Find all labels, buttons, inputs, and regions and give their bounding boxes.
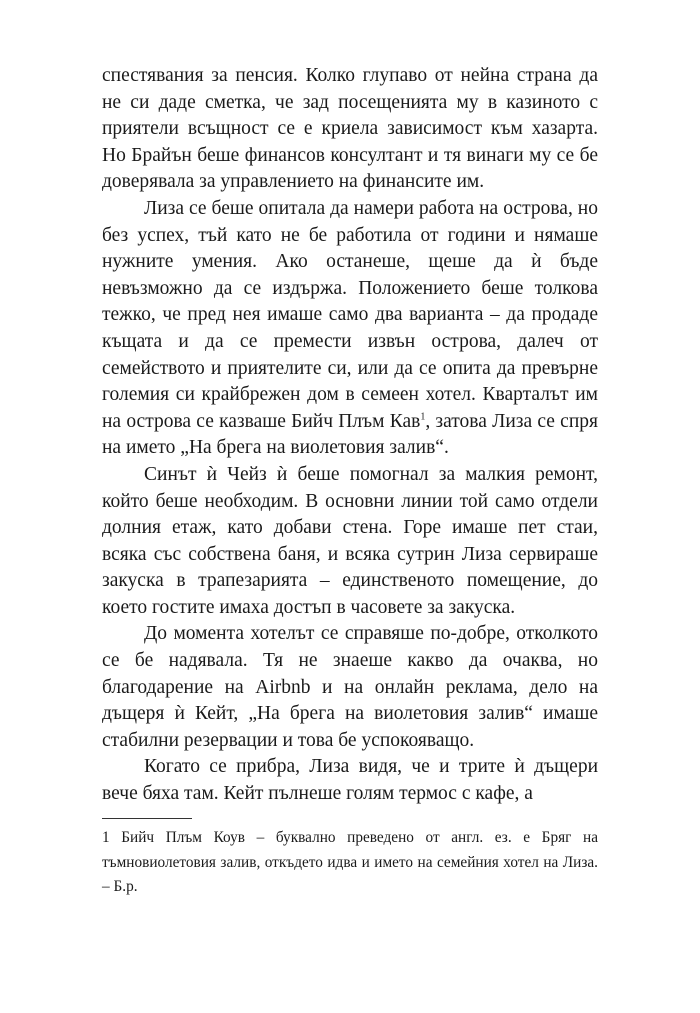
paragraph-text: спестявания за пенсия. Колко глупаво от нейна страна да не си даде сметка, че зад посещенията му в казиното с приятели всъщност се е криела зависимост към хазарта. Но Брайън беше финансов консултант и тя винаги му се бе доверявала за управлението на финансите им. — [102, 65, 598, 193]
footnote-reference: 1 — [420, 411, 426, 423]
body-text — [102, 63, 598, 808]
footnote-text: 1 Бийч Плъм Коув – буквално преведено от англ. ез. е Бряг на тъмновиолетовия залив, откъдето идва и името на семейния хотел на Лиза. – Б.р. — [102, 829, 598, 895]
paragraph-continuation — [102, 63, 598, 196]
footnote — [102, 826, 598, 900]
paragraph-text: Когато се прибра, Лиза видя, че и трите ѝ дъщери вече бяха там. Кейт пълнеше голям термос с кафе, а — [102, 756, 598, 805]
footnote-separator — [102, 818, 192, 819]
paragraph — [102, 621, 598, 754]
paragraph — [102, 196, 598, 462]
paragraph — [102, 754, 598, 807]
paragraph-text-after-note: , затова Лиза се спря на името „На брега на виолетовия залив“. — [102, 410, 598, 459]
paragraph-text: До момента хотелът се справяше по-добре, отколкото се бе надявала. Тя не знаеше какво да очаква, но благодарение на Airbnb и на онлайн реклама, дело на дъщеря ѝ Кейт, „На брега на виолетовия залив“ имаше стабилни резервации и това бе успокояващо. — [102, 623, 598, 751]
paragraph-text: Лиза се беше опитала да намери работа на острова, но без успех, тъй като не бе работила от години и нямаше нужните умения. Ако останеше, щеше да ѝ бъде невъзможно да се издържа. Положението беше толкова тежко, че пред нея имаше само два варианта – да продаде къщата и да се премести извън острова, далеч от семейството и приятелите си, или да се опита да превърне големия си крайбрежен дом в семеен хотел. Кварталът им на острова се казваше Бийч Плъм Кав — [102, 197, 598, 432]
paragraph-text: Синът ѝ Чейз ѝ беше помогнал за малкия ремонт, който беше необходим. В основни линии той само отдели долния етаж, като добави стена. Горе имаше пет стаи, всяка със собствена баня, и всяка сутрин Лиза сервираше закуска в трапезарията – единственото помещение, до което гостите имаха достъп в часовете за закуска. — [102, 463, 598, 618]
paragraph — [102, 462, 598, 622]
